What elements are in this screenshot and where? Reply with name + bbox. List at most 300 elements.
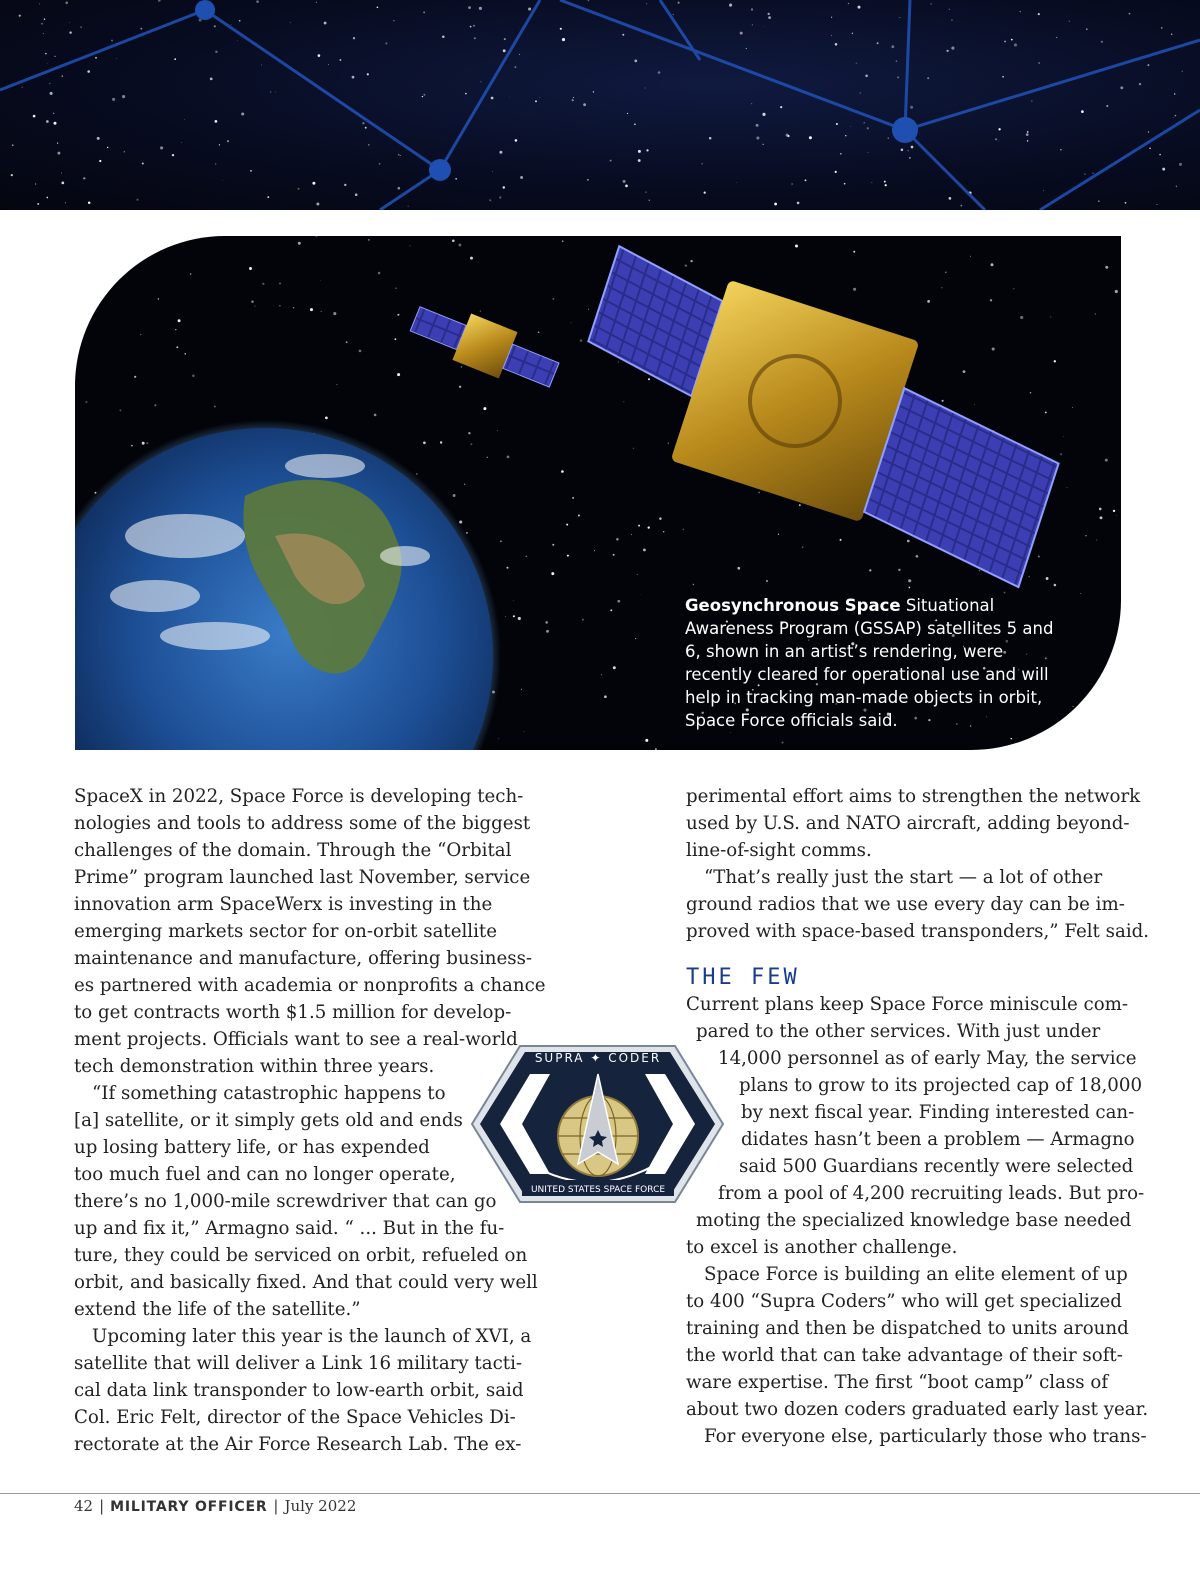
star-dot	[1038, 13, 1040, 15]
star-dot	[908, 579, 911, 582]
text-line: from a pool of 4,200 recruiting leads. But pro-	[718, 1183, 1145, 1204]
star-dot	[571, 323, 572, 324]
star-dot	[613, 554, 615, 556]
star-dot	[1129, 13, 1131, 15]
star-dot	[107, 147, 108, 148]
star-dot	[791, 183, 793, 185]
star-dot	[459, 386, 461, 388]
star-dot	[525, 556, 526, 557]
star-dot	[116, 58, 117, 59]
star-dot	[872, 182, 873, 183]
star-dot	[328, 64, 329, 65]
star-dot	[365, 127, 367, 129]
star-dot	[279, 305, 281, 307]
star-dot	[991, 263, 994, 266]
star-dot	[643, 548, 646, 551]
star-dot	[184, 119, 185, 120]
star-dot	[580, 339, 583, 342]
star-dot	[622, 34, 624, 36]
star-dot	[774, 203, 777, 206]
star-dot	[1056, 37, 1057, 38]
star-dot	[858, 6, 861, 9]
star-dot	[845, 135, 846, 136]
star-dot	[930, 3, 932, 5]
star-dot	[479, 7, 482, 10]
text-line: line-of-sight comms.	[686, 840, 872, 861]
star-dot	[275, 92, 276, 93]
star-dot	[1054, 360, 1056, 362]
star-dot	[1147, 64, 1149, 66]
star-dot	[239, 20, 241, 22]
text-line: rectorate at the Air Force Research Lab. The ex-	[74, 1434, 522, 1455]
star-dot	[250, 170, 252, 172]
star-dot	[1011, 39, 1013, 41]
star-dot	[562, 240, 563, 241]
star-dot	[762, 113, 765, 116]
star-dot	[1162, 168, 1165, 171]
star-dot	[1086, 28, 1088, 30]
star-dot	[593, 91, 594, 92]
star-dot	[231, 24, 232, 25]
star-dot	[227, 140, 229, 142]
star-dot	[267, 196, 269, 198]
star-dot	[683, 529, 684, 530]
star-dot	[318, 54, 321, 57]
star-dot	[768, 13, 770, 15]
text-line: to excel is another challenge.	[686, 1237, 958, 1258]
star-dot	[400, 155, 401, 156]
star-dot	[95, 57, 97, 59]
text-line: didates hasn’t been a problem — Armagno	[741, 1129, 1135, 1150]
star-dot	[638, 525, 640, 527]
text-line: up losing battery life, or has expended	[74, 1137, 430, 1158]
star-dot	[503, 49, 506, 52]
star-dot	[538, 331, 540, 333]
star-dot	[752, 24, 753, 25]
star-dot	[160, 146, 163, 149]
text-line: Prime” program launched last November, service	[74, 867, 531, 888]
star-dot	[942, 400, 944, 402]
star-dot	[61, 182, 64, 185]
star-dot	[836, 123, 838, 125]
star-dot	[455, 178, 457, 180]
star-dot	[140, 28, 142, 30]
star-dot	[1085, 535, 1086, 536]
text-line: by next fiscal year. Finding interested can-	[741, 1102, 1135, 1123]
star-dot	[552, 298, 554, 300]
star-dot	[852, 33, 853, 34]
star-dot	[1020, 316, 1023, 319]
star-dot	[142, 162, 144, 164]
star-dot	[995, 138, 997, 140]
star-dot	[1054, 584, 1057, 587]
star-dot	[751, 103, 752, 104]
text-line: training and then be dispatched to units around	[686, 1318, 1129, 1339]
star-dot	[1074, 732, 1076, 734]
text-line: ment projects. Officials want to see a real-world	[74, 1029, 518, 1050]
star-dot	[57, 143, 58, 144]
star-dot	[321, 311, 322, 312]
star-dot	[659, 517, 662, 520]
star-dot	[916, 555, 919, 558]
star-dot	[1063, 436, 1064, 437]
star-dot	[69, 22, 70, 23]
star-dot	[113, 263, 115, 265]
star-dot	[320, 280, 321, 281]
star-dot	[1002, 76, 1004, 78]
text-line: [a] satellite, or it simply gets old and ends	[74, 1110, 463, 1131]
star-dot	[408, 206, 409, 207]
star-dot	[423, 94, 425, 96]
star-dot	[616, 538, 618, 540]
star-dot	[693, 584, 694, 585]
star-dot	[970, 256, 971, 257]
star-dot	[867, 127, 869, 129]
star-dot	[646, 149, 648, 151]
star-dot	[634, 60, 637, 63]
star-dot	[634, 124, 636, 126]
star-dot	[262, 283, 264, 285]
star-dot	[840, 539, 842, 541]
star-dot	[623, 180, 626, 183]
star-dot	[891, 45, 894, 48]
star-dot	[483, 407, 486, 410]
star-dot	[690, 260, 692, 262]
star-dot	[1031, 101, 1032, 102]
star-dot	[633, 448, 634, 449]
star-dot	[316, 2, 317, 3]
star-dot	[868, 152, 869, 153]
star-dot	[610, 609, 612, 611]
star-dot	[473, 25, 475, 27]
star-dot	[396, 288, 397, 289]
star-dot	[941, 287, 942, 288]
star-dot	[293, 307, 294, 308]
star-dot	[514, 66, 516, 68]
text-line: tech demonstration within three years.	[74, 1056, 435, 1077]
star-dot	[498, 738, 499, 739]
star-dot	[344, 184, 346, 186]
star-dot	[87, 70, 90, 73]
star-dot	[393, 20, 394, 21]
star-dot	[44, 18, 45, 19]
section-heading: THE FEW	[686, 965, 800, 990]
star-dot	[398, 154, 400, 156]
star-dot	[594, 550, 595, 551]
star-dot	[1011, 738, 1013, 740]
star-dot	[528, 7, 531, 10]
star-dot	[470, 26, 472, 28]
star-dot	[1081, 110, 1084, 113]
star-dot	[963, 370, 966, 373]
star-dot	[648, 378, 650, 380]
star-dot	[62, 75, 63, 76]
star-dot	[736, 182, 737, 183]
star-dot	[172, 154, 174, 156]
star-dot	[840, 153, 842, 155]
star-dot	[513, 600, 514, 601]
star-dot	[124, 151, 125, 152]
star-dot	[336, 384, 337, 385]
badge-top-text: SUPRA ✦ CODER	[534, 1051, 662, 1065]
star-dot	[504, 38, 506, 40]
star-dot	[122, 95, 125, 98]
star-dot	[521, 689, 522, 690]
text-line: “That’s really just the start — a lot of other	[704, 867, 1103, 888]
star-dot	[1099, 508, 1102, 511]
star-dot	[409, 245, 410, 246]
star-dot	[99, 160, 101, 162]
star-dot	[423, 441, 426, 444]
text-line: there’s no 1,000-mile screwdriver that can go	[74, 1191, 497, 1212]
star-dot	[869, 569, 871, 571]
star-dot	[222, 180, 223, 181]
star-dot	[927, 77, 929, 79]
star-dot	[888, 138, 889, 139]
star-dot	[802, 546, 804, 548]
text-line: Current plans keep Space Force miniscule com-	[686, 994, 1129, 1015]
star-dot	[645, 192, 646, 193]
star-dot	[1069, 21, 1070, 22]
star-dot	[316, 203, 319, 206]
star-dot	[645, 739, 648, 742]
star-dot	[241, 112, 244, 115]
star-dot	[261, 65, 262, 66]
text-line: For everyone else, particularly those who trans-	[704, 1426, 1147, 1447]
star-dot	[1046, 577, 1049, 580]
star-dot	[850, 126, 851, 127]
text-line: up and fix it,” Armagno said. “ ... But in the fu-	[74, 1218, 505, 1239]
star-dot	[1080, 593, 1081, 594]
star-dot	[1149, 147, 1151, 149]
star-dot	[805, 179, 807, 181]
star-dot	[468, 6, 471, 9]
star-dot	[809, 136, 812, 139]
star-dot	[353, 37, 355, 39]
star-dot	[668, 442, 669, 443]
star-dot	[885, 184, 887, 186]
star-dot	[1101, 41, 1103, 43]
star-dot	[39, 3, 40, 4]
star-dot	[756, 136, 759, 139]
star-dot	[184, 353, 186, 355]
text-line: ture, they could be serviced on orbit, refueled on	[74, 1245, 528, 1266]
star-dot	[974, 404, 975, 405]
star-dot	[1148, 131, 1149, 132]
star-dot	[85, 401, 87, 403]
star-dot	[210, 78, 213, 81]
star-dot	[158, 298, 159, 299]
star-dot	[355, 193, 358, 196]
star-dot	[848, 3, 850, 5]
star-dot	[637, 574, 638, 575]
star-dot	[458, 244, 461, 247]
star-dot	[853, 251, 855, 253]
text-line: emerging markets sector for on-orbit satellite	[74, 921, 498, 942]
star-dot	[535, 100, 537, 102]
star-dot	[65, 202, 66, 203]
article-column-right	[686, 783, 1150, 1450]
star-dot	[567, 555, 569, 557]
star-dot	[758, 492, 760, 494]
star-dot	[146, 442, 148, 444]
star-dot	[1176, 186, 1177, 187]
star-dot	[1175, 115, 1177, 117]
star-dot	[1100, 516, 1103, 519]
star-dot	[503, 186, 505, 188]
star-dot	[551, 572, 554, 575]
star-dot	[480, 310, 481, 311]
star-dot	[310, 308, 313, 311]
star-dot	[1106, 105, 1108, 107]
text-line: challenges of the domain. Through the “Orbital	[74, 840, 512, 861]
star-dot	[524, 731, 525, 732]
text-line: 14,000 personnel as of early May, the service	[718, 1048, 1137, 1069]
star-dot	[949, 9, 950, 10]
star-dot	[951, 19, 953, 21]
star-dot	[835, 171, 837, 173]
star-dot	[625, 185, 628, 188]
star-dot	[582, 619, 584, 621]
star-dot	[378, 272, 381, 275]
star-dot	[1004, 41, 1006, 43]
text-line: pared to the other services. With just under	[696, 1021, 1101, 1042]
text-line: nologies and tools to address some of the biggest	[74, 813, 531, 834]
star-dot	[214, 25, 216, 27]
star-dot	[112, 98, 115, 101]
star-dot	[908, 150, 909, 151]
star-dot	[442, 35, 445, 38]
star-dot	[1060, 149, 1062, 151]
star-dot	[1067, 487, 1068, 488]
star-dot	[1182, 71, 1183, 72]
text-line: to 400 “Supra Coders” who will get specialized	[686, 1291, 1122, 1312]
star-dot	[352, 76, 355, 79]
star-dot	[1038, 62, 1040, 64]
text-line: innovation arm SpaceWerx is investing in the	[74, 894, 493, 915]
text-line: Space Force is building an elite element of up	[704, 1264, 1128, 1285]
star-dot	[215, 120, 218, 123]
star-dot	[907, 540, 910, 543]
star-dot	[900, 17, 901, 18]
star-dot	[763, 144, 764, 145]
star-dot	[646, 3, 647, 4]
star-dot	[795, 244, 798, 247]
star-dot	[97, 137, 100, 140]
star-dot	[678, 2, 680, 4]
text-line: extend the life of the satellite.”	[74, 1299, 361, 1320]
text-line: ground radios that we use every day can be im-	[686, 894, 1125, 915]
star-dot	[111, 40, 113, 42]
star-dot	[468, 432, 470, 434]
star-dot	[1156, 204, 1157, 205]
star-dot	[1174, 93, 1176, 95]
star-dot	[601, 674, 602, 675]
star-dot	[860, 92, 861, 93]
star-dot	[1115, 290, 1118, 293]
star-dot	[54, 56, 55, 57]
star-dot	[519, 54, 520, 55]
star-dot	[35, 183, 36, 184]
star-dot	[778, 534, 779, 535]
star-dot	[83, 177, 85, 179]
star-dot	[709, 137, 711, 139]
star-dot	[1159, 154, 1161, 156]
star-dot	[480, 81, 481, 82]
star-dot	[397, 373, 400, 376]
star-dot	[61, 172, 62, 173]
text-line: used by U.S. and NATO aircraft, adding beyond-	[686, 813, 1130, 834]
star-dot	[478, 262, 479, 263]
star-dot	[756, 124, 759, 127]
text-line: Upcoming later this year is the launch of XVI, a	[92, 1326, 532, 1347]
star-dot	[175, 329, 176, 330]
star-dot	[766, 580, 768, 582]
star-dot	[397, 314, 399, 316]
star-dot	[898, 569, 900, 571]
star-dot	[1095, 313, 1096, 314]
star-dot	[379, 163, 381, 165]
caption-lead: Geosynchronous Space	[685, 596, 901, 615]
star-dot	[1026, 133, 1029, 136]
star-dot	[465, 93, 467, 95]
star-dot	[1038, 556, 1040, 558]
star-dot	[911, 146, 914, 149]
star-dot	[613, 666, 616, 669]
badge-bottom-text: UNITED STATES SPACE FORCE	[530, 1185, 666, 1195]
star-dot	[960, 205, 962, 207]
star-dot	[65, 2, 68, 5]
star-dot	[896, 60, 897, 61]
star-dot	[631, 534, 632, 535]
star-dot	[453, 494, 456, 497]
star-dot	[368, 144, 370, 146]
star-dot	[780, 106, 782, 108]
star-dot	[394, 338, 396, 340]
star-dot	[638, 159, 641, 162]
text-line: satellite that will deliver a Link 16 military tacti-	[74, 1353, 523, 1374]
star-dot	[499, 196, 501, 198]
star-dot	[69, 31, 71, 33]
star-dot	[1029, 576, 1030, 577]
star-dot	[214, 406, 216, 408]
star-dot	[877, 42, 879, 44]
star-dot	[19, 15, 21, 17]
star-dot	[50, 92, 53, 95]
star-dot	[470, 443, 472, 445]
star-dot	[43, 33, 44, 34]
satellite-photo	[75, 236, 1121, 750]
star-dot	[740, 32, 743, 35]
star-dot	[572, 99, 574, 101]
star-dot	[927, 300, 930, 303]
star-dot	[219, 144, 220, 145]
star-dot	[583, 103, 586, 106]
star-dot	[497, 430, 498, 431]
star-dot	[136, 199, 138, 201]
star-dot	[701, 163, 703, 165]
star-dot	[635, 638, 636, 639]
star-dot	[181, 142, 182, 143]
star-dot	[154, 404, 156, 406]
star-dot	[333, 312, 336, 315]
star-dot	[290, 22, 291, 23]
star-dot	[562, 38, 565, 41]
star-dot	[1116, 515, 1117, 516]
star-dot	[190, 273, 192, 275]
star-dot	[831, 17, 832, 18]
star-dot	[990, 299, 992, 301]
